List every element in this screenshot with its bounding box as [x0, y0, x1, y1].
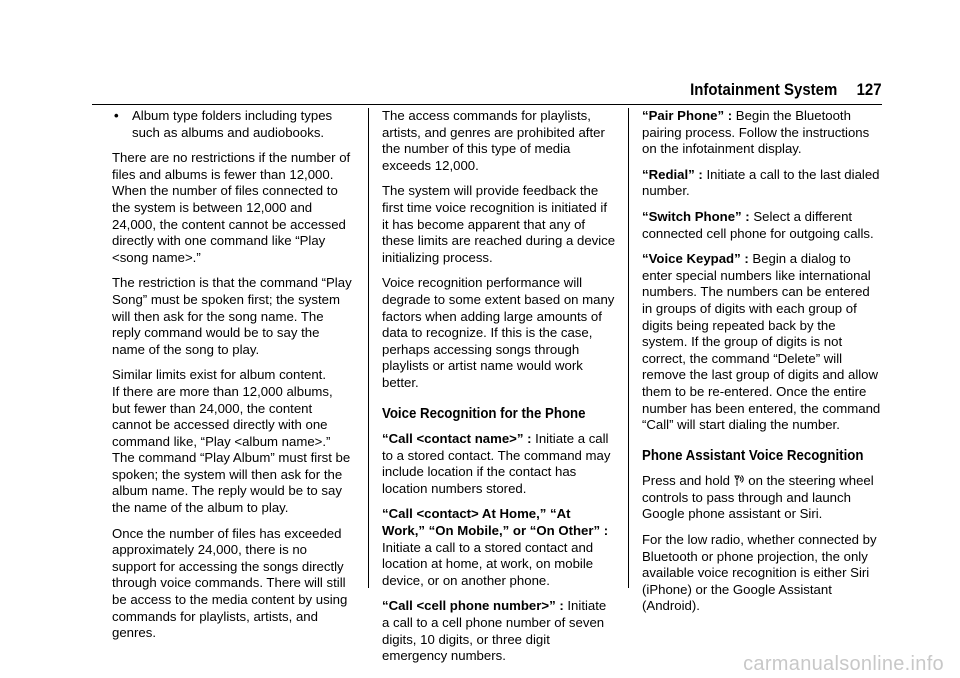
command-description: Select a different connected cell phone for outgoing calls.	[642, 208, 874, 241]
command-entry	[382, 506, 616, 589]
command-entry	[642, 167, 882, 200]
command-description: Begin the Bluetooth pairing process. Follow the instructions on the infotainment display.	[642, 108, 870, 157]
column-3	[642, 108, 882, 624]
column-divider	[628, 108, 629, 588]
command-entry	[382, 598, 616, 664]
command-term: “Pair Phone” :	[642, 108, 733, 123]
paragraph: For the low radio, whether connected by Bluetooth or phone projection, the only available voice recognition is either Siri (iPhone) or the Google Assistant (Android).	[642, 532, 877, 614]
command-entry	[642, 251, 882, 434]
paragraph-text: on the steering wheel controls to pass through and launch Google phone assistant or Siri.	[642, 473, 874, 522]
paragraph: There are no restrictions if the number of files and albums is fewer than 12,000. When the number of files connected to the system is between 12,000 and 24,000, the content cannot be accessed directly with one command like “Play <song name>.”	[112, 150, 351, 265]
paragraph: The system will provide feedback the first time voice recognition is initiated if it has become apparent that any of these limits are reached during a device initializing process.	[382, 183, 616, 265]
command-entry	[642, 108, 882, 158]
command-term: “Redial” :	[642, 166, 703, 182]
voice-recognition-icon	[734, 474, 745, 487]
command-entry	[642, 209, 882, 242]
command-term: “Call <cell phone number>” :	[382, 598, 564, 614]
section-heading: Voice Recognition for the Phone	[382, 405, 586, 422]
header-rule	[92, 104, 882, 105]
command-description: Initiate a call to a stored contact and location at home, at work, on mobile device, or on another phone.	[382, 539, 594, 588]
paragraph	[642, 473, 882, 523]
section-title: Infotainment System	[690, 80, 838, 99]
page-header	[691, 80, 882, 100]
column-divider	[368, 108, 369, 588]
page-number: 127	[857, 80, 882, 99]
paragraph	[112, 367, 354, 516]
command-description: Begin a dialog to enter special numbers like international numbers. The numbers can be entered in groups of digits with each group of digits being repeated back by the system. If the group of digits is not correct, the command “Delete” will remove the last group of digits and allow them to be re-entered. Once the entire number has been entered, the command “Call” will start dialing the number.	[642, 251, 881, 433]
section-heading: Phone Assistant Voice Recognition	[642, 447, 864, 464]
command-description: Initiate a call to the last dialed number.	[642, 166, 880, 199]
command-term: “Call <contact> At Home,” “At Work,” “On Mobile,” or “On Other” :	[382, 506, 609, 539]
command-description: Initiate a call to a stored contact. The command may include location if the contact has location numbers stored.	[382, 431, 611, 496]
paragraph: Voice recognition performance will degrade to some extent based on many factors when adding large amounts of data to recognize. If this is the case, perhaps accessing songs through playlists or artist name would work better.	[382, 275, 615, 390]
command-term: “Switch Phone” :	[642, 208, 750, 224]
command-term: “Voice Keypad” :	[642, 251, 749, 267]
command-description: Initiate a call to a cell phone number of seven digits, 10 digits, or three digit emergency numbers.	[382, 598, 607, 664]
column-2	[382, 108, 616, 674]
paragraph: Once the number of files has exceeded approximately 24,000, there is no support for accessing the songs directly through voice commands. There will still be access to the media content by using commands for playlists, artists, and genres.	[112, 525, 348, 641]
paragraph: The access commands for playlists, artists, and genres are prohibited after the number of this type of media exceeds 12,000.	[382, 108, 605, 173]
paragraph: The restriction is that the command “Play Song” must be spoken first; the system will then ask for the song name. The reply command would be to say the name of the song to play.	[112, 275, 352, 357]
paragraph-line: Similar limits exist for album content.	[112, 367, 326, 383]
list-item	[112, 108, 354, 141]
column-1	[112, 108, 354, 651]
bullet-text: Album type folders including types such as albums and audiobooks.	[132, 108, 333, 140]
paragraph-text: Press and hold	[642, 473, 734, 489]
paragraph-line: If there are more than 12,000 albums, but fewer than 24,000, the content cannot be accessed directly with one command like, “Play <album name>.” The command “Play Album” must first be spoken; the system will then ask for the album name. The reply would be to say the name of the album to play.	[112, 383, 351, 516]
command-entry	[382, 431, 616, 497]
command-term: “Call <contact name>” :	[382, 431, 532, 447]
watermark: carmanualsonline.info	[743, 653, 944, 675]
bullet-icon: •	[114, 108, 119, 123]
